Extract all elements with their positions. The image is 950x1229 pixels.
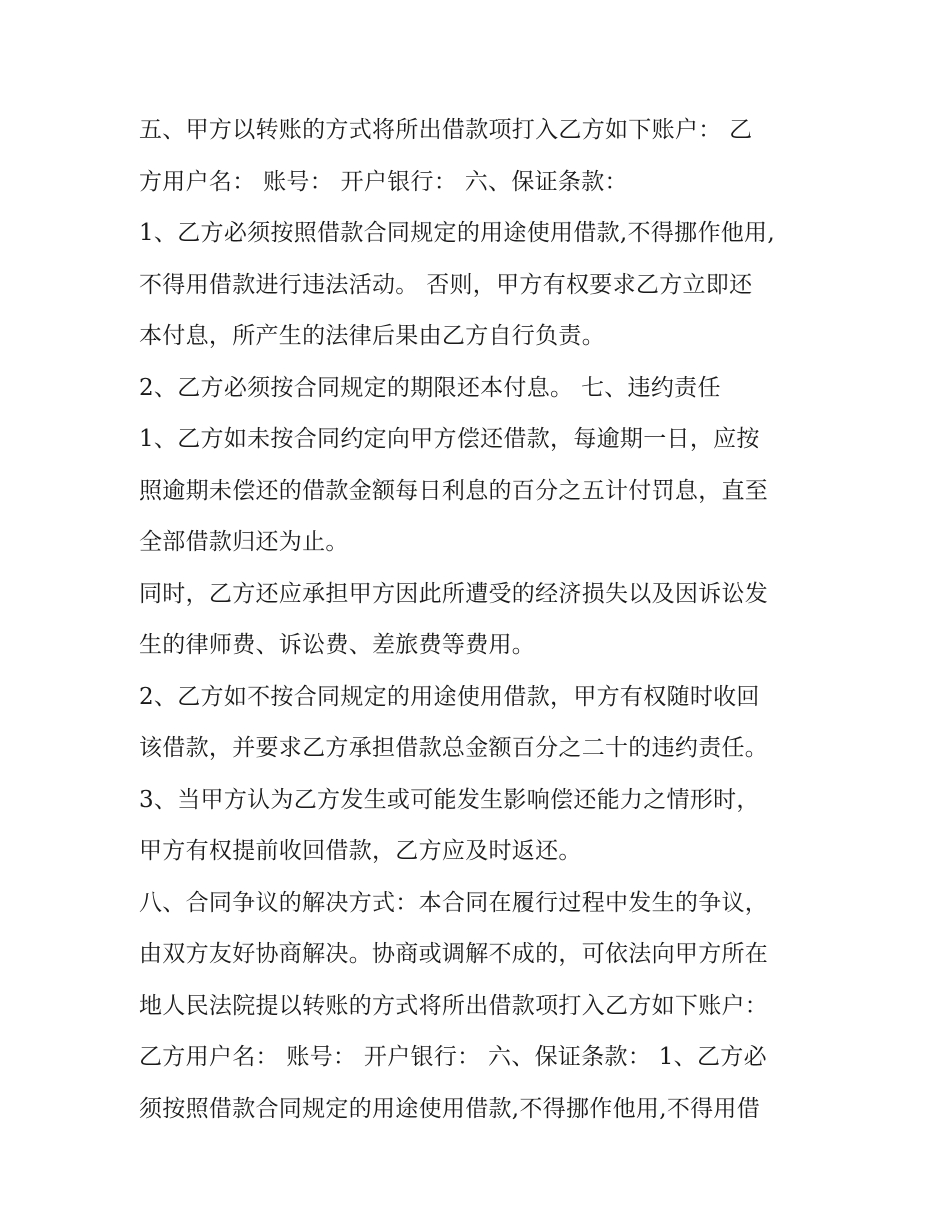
- text-line: 生的律师费、诉讼费、差旅费等费用。: [139, 632, 536, 658]
- text-line: 2、乙方如不按合同规定的用途使用借款，甲方有权随时收回: [139, 683, 760, 710]
- text-line: 须按照借款合同规定的用途使用借款,不得挪作他用,不得用借: [139, 1095, 761, 1122]
- text-line: 全部借款归还为止。: [139, 529, 349, 555]
- text-line: 该借款，并要求乙方承担借款总金额百分之二十的违约责任。: [139, 735, 769, 761]
- document-body: [139, 108, 819, 1138]
- text-line: 由双方友好协商解决。协商或调解不成的，可依法向甲方所在: [139, 941, 769, 967]
- text-line: 照逾期未偿还的借款金额每日利息的百分之五计付罚息，直至: [139, 477, 769, 504]
- text-line: 乙方用户名： 账号： 开户银行： 六、保证条款： 1、乙方必: [139, 1044, 767, 1070]
- text-line: 同时，乙方还应承担甲方因此所遭受的经济损失以及因诉讼发: [139, 580, 769, 607]
- text-line: 本付息，所产生的法律后果由乙方自行负责。: [139, 323, 605, 349]
- text-line: 五、甲方以转账的方式将所出借款项打入乙方如下账户： 乙: [139, 117, 753, 143]
- text-line: 地人民法院提以转账的方式将所出借款项打入乙方如下账户：: [139, 992, 769, 1019]
- text-line: 3、当甲方认为乙方发生或可能发生影响偿还能力之情形时，: [139, 786, 760, 813]
- text-line: 甲方有权提前收回借款，乙方应及时返还。: [139, 838, 582, 864]
- text-line: 方用户名： 账号： 开户银行： 六、保证条款：: [139, 168, 628, 195]
- text-line: 不得用借款进行违法活动。 否则，甲方有权要求乙方立即还: [139, 271, 753, 298]
- text-line: 1、乙方如未按合同约定向甲方偿还借款，每逾期一日，应按: [139, 426, 760, 452]
- text-line: 1、乙方必须按照借款合同规定的用途使用借款,不得挪作他用,: [139, 220, 775, 246]
- text-line: 2、乙方必须按合同规定的期限还本付息。 七、违约责任: [139, 374, 721, 401]
- text-line: 八、合同争议的解决方式：本合同在履行过程中发生的争议，: [139, 889, 769, 916]
